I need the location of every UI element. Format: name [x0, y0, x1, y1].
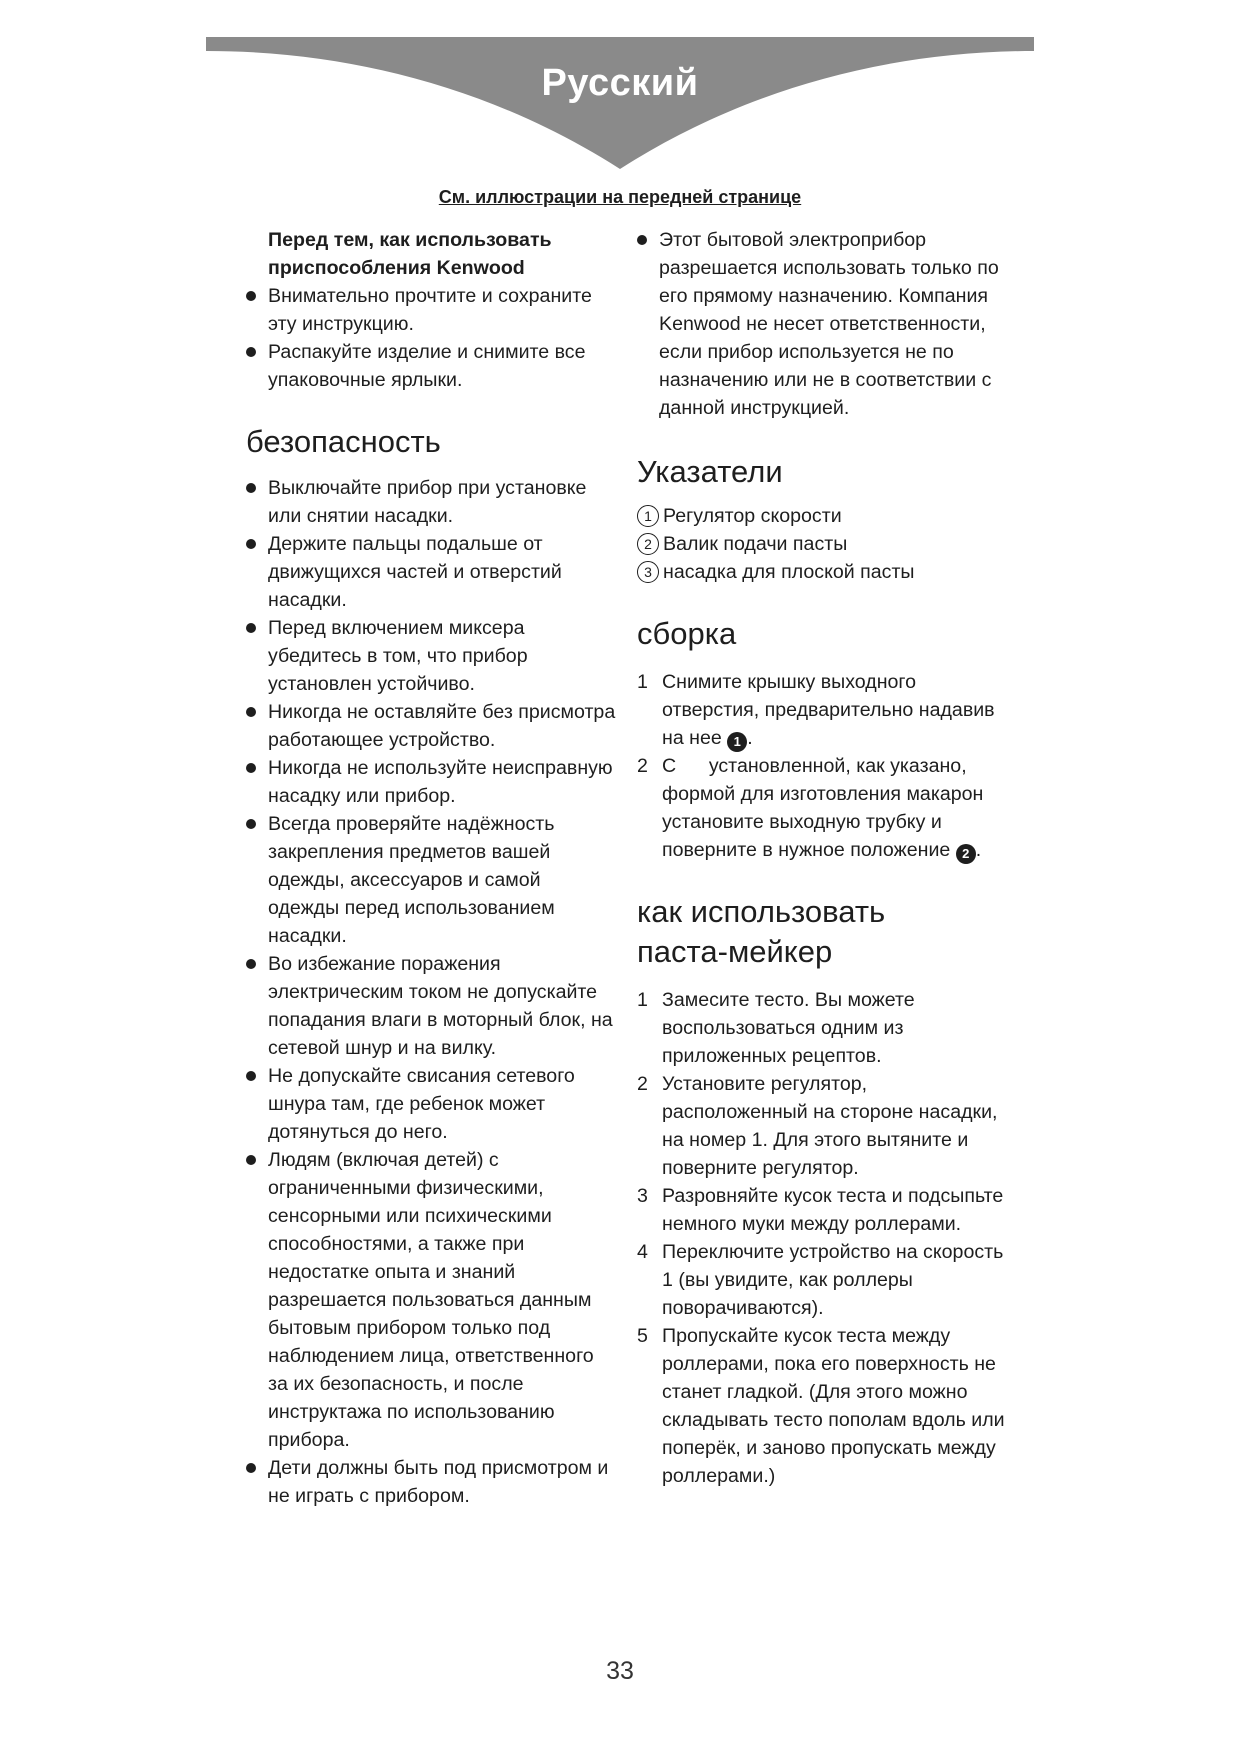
pointer-item	[637, 558, 1012, 586]
pointer-label: Валик подачи пасты	[663, 533, 848, 555]
safety-bullet	[246, 1146, 616, 1454]
circled-number-icon: 1	[637, 505, 659, 527]
step-number: 5	[637, 1325, 648, 1347]
bullet-text: Всегда проверяйте надёжность закрепления предметов вашей одежды, аксессуаров и самой одежды перед использованием насадки.	[268, 813, 555, 947]
usage-step	[637, 986, 1012, 1070]
bullet-text: Людям (включая детей) с ограниченными физическими, сенсорными или психическими способностями, а также при недостатке опыта и знаний разрешается пользоваться данным бытовым прибором только под наблюдением лица, ответственного за их безопасность, и после инструктажа по использованию прибора.	[268, 1149, 594, 1451]
assembly-section-title: сборка	[637, 616, 737, 651]
safety-bullet	[246, 754, 616, 810]
step-text: Снимите крышку выходного отверстия, предварительно надавив на нее	[662, 671, 995, 749]
assembly-step: 2 С установленной, как указано, формой для изготовления макарон установите выходную трубку и поверните в нужное положение 2 .	[637, 752, 1012, 864]
bullet-icon	[246, 291, 256, 301]
pointer-item	[637, 502, 1012, 530]
safety-bullet	[246, 1454, 616, 1510]
circled-number-icon: 3	[637, 561, 659, 583]
bullet-icon	[246, 819, 256, 829]
bullet-icon	[246, 483, 256, 493]
circled-number-icon: 2	[637, 533, 659, 555]
bullet-icon	[246, 347, 256, 357]
bullet-icon	[246, 707, 256, 717]
intro-bullet	[246, 282, 616, 338]
usage-section-title	[637, 892, 1012, 972]
bullet-icon	[246, 539, 256, 549]
intro-bullet	[246, 338, 616, 394]
left-column	[246, 226, 616, 1510]
safety-bullet	[246, 698, 616, 754]
intro-heading-line: приспособления Kenwood	[268, 257, 525, 279]
bullet-text: Внимательно прочтите и сохраните эту инструкцию.	[268, 285, 592, 335]
bullet-icon	[246, 763, 256, 773]
usage-step	[637, 1322, 1012, 1490]
page-language-title: Русский	[541, 62, 699, 104]
bullet-text: Выключайте прибор при установке или снятии насадки.	[268, 477, 587, 527]
right-column	[637, 226, 1012, 1490]
safety-bullet	[246, 950, 616, 1062]
usage-step	[637, 1070, 1012, 1182]
bullet-icon	[637, 235, 647, 245]
step-text: Пропускайте кусок теста между роллерами, пока его поверхность не станет гладкой. (Для этого можно складывать тесто пополам вдоль или поперёк, и заново пропускать между роллерами.)	[662, 1325, 1005, 1487]
safety-bullet	[246, 614, 616, 698]
step-text: Переключите устройство на скорость 1 (вы увидите, как роллеры поворачиваются).	[662, 1241, 1004, 1319]
step-number: 1	[637, 989, 648, 1011]
bullet-icon	[246, 1463, 256, 1473]
usage-step	[637, 1182, 1012, 1238]
figure-reference-icon: 1	[727, 732, 747, 752]
bullet-icon	[246, 1155, 256, 1165]
usage-title-line: паста-мейкер	[637, 934, 833, 969]
safety-bullet	[246, 530, 616, 614]
step-number: 2	[637, 1073, 648, 1095]
bullet-text: Никогда не используйте неисправную насадку или прибор.	[268, 757, 613, 807]
bullet-text: Во избежание поражения электрическим током не допускайте попадания влаги в моторный блок, на сетевой шнур и на вилку.	[268, 953, 613, 1059]
step-text: Установите регулятор, расположенный на стороне насадки, на номер 1. Для этого вытяните и поверните регулятор.	[662, 1073, 998, 1179]
bullet-icon	[246, 623, 256, 633]
step-number: 1	[637, 671, 648, 693]
safety-section-title: безопасность	[246, 424, 441, 459]
step-text: Замесите тесто. Вы можете воспользоваться одним из приложенных рецептов.	[662, 989, 915, 1067]
step-number: 4	[637, 1241, 648, 1263]
intro-heading	[268, 226, 616, 282]
bullet-icon	[246, 1071, 256, 1081]
bullet-text: Перед включением миксера убедитесь в том, что прибор установлен устойчиво.	[268, 617, 528, 695]
safety-bullet	[637, 226, 1012, 422]
bullet-icon	[246, 959, 256, 969]
safety-bullet	[246, 810, 616, 950]
bullet-text: Никогда не оставляйте без присмотра работающее устройство.	[268, 701, 616, 751]
pointers-section-title: Указатели	[637, 454, 783, 489]
safety-bullet	[246, 1062, 616, 1146]
usage-title-line: как использовать	[637, 894, 886, 929]
bullet-text: Держите пальцы подальше от движущихся частей и отверстий насадки.	[268, 533, 562, 611]
step-text: Разровняйте кусок теста и подсыпьте немного муки между роллерами.	[662, 1185, 1004, 1235]
page-number: 33	[606, 1657, 634, 1685]
safety-bullet	[246, 474, 616, 530]
pointer-label: насадка для плоской пасты	[663, 561, 915, 583]
step-number: 2	[637, 755, 648, 777]
bullet-text: Распакуйте изделие и снимите все упаковочные ярлыки.	[268, 341, 586, 391]
figure-reference-icon: 2	[956, 844, 976, 864]
usage-step	[637, 1238, 1012, 1322]
pointer-label: Регулятор скорости	[663, 505, 842, 527]
pointer-item	[637, 530, 1012, 558]
intro-heading-line: Перед тем, как использовать	[268, 229, 552, 251]
step-number: 3	[637, 1185, 648, 1207]
bullet-text: Этот бытовой электроприбор разрешается использовать только по его прямому назначению. Компания Kenwood не несет ответственности, если прибор используется не по назначению или не в соответствии с данной инструкцией.	[659, 229, 999, 419]
assembly-step: 1 Снимите крышку выходного отверстия, предварительно надавив на нее 1 .	[637, 668, 1012, 752]
bullet-text: Дети должны быть под присмотром и не играть с прибором.	[268, 1457, 609, 1507]
step-text: С установленной, как указано, формой для изготовления макарон установите выходную трубку и поверните в нужное положение	[662, 755, 989, 861]
illustrations-reference-note: См. иллюстрации на передней странице	[438, 187, 802, 207]
bullet-text: Не допускайте свисания сетевого шнура там, где ребенок может дотянуться до него.	[268, 1065, 575, 1143]
